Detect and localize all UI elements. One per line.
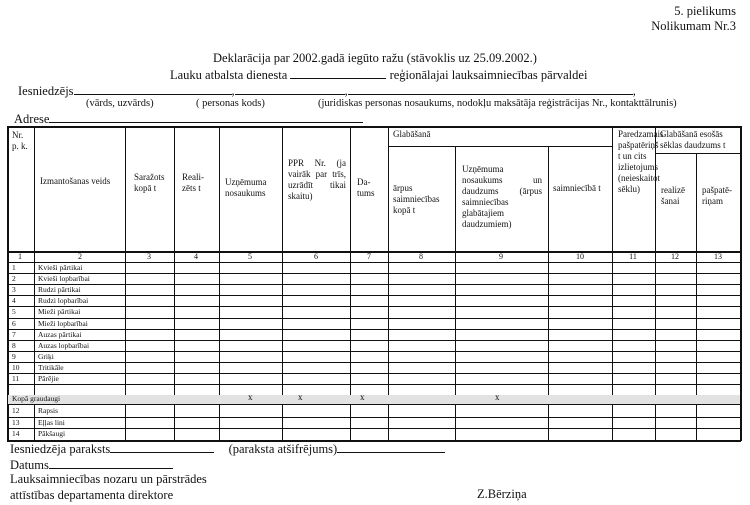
code-hint: ( personas kods)	[196, 98, 265, 109]
header-seed: Glabāšanā esošās sēklas daudzums t	[660, 129, 726, 150]
address-row	[14, 111, 363, 127]
column-number: 6	[314, 252, 318, 261]
column-number: 4	[194, 252, 198, 261]
row-number: 13	[12, 417, 20, 427]
submitter-row: Iesniedzējs , , ,	[18, 84, 636, 98]
header-on-farm: saimniecībā t	[553, 183, 601, 193]
column-number: 3	[147, 252, 151, 261]
row-number: 5	[12, 307, 16, 317]
header-nr: Nr. p. k.	[12, 130, 28, 151]
crop-name: Rudzi lopbarībai	[38, 296, 89, 306]
column-number: 7	[367, 252, 371, 261]
director-name: Z.Bērziņa	[477, 487, 527, 501]
total-row-shade	[8, 395, 740, 404]
row-number: 4	[12, 296, 16, 306]
row-number: 11	[12, 374, 20, 383]
date-blank[interactable]	[49, 457, 173, 469]
crop-name: Mieži pārtikai	[38, 307, 81, 317]
row-number: 9	[12, 351, 16, 361]
header-ppr: PPR Nr. (ja vairāk par trīs, uzrādīt tikai skaitu)	[288, 158, 346, 201]
column-number: 12	[671, 252, 679, 261]
column-number: 13	[714, 252, 722, 261]
not-applicable-mark: x	[298, 392, 303, 402]
service-label: Lauku atbalsta dienesta	[170, 68, 288, 82]
not-applicable-mark: x	[495, 392, 500, 402]
column-number: 2	[78, 252, 82, 261]
not-applicable-mark: x	[248, 392, 253, 402]
header-own-use: Paredzamais pašpatēriņš t un cits izlietojums (neieskaitot sēklu)	[618, 129, 664, 194]
signature-blank[interactable]	[110, 441, 214, 453]
crop-name: Rudzi pārtikai	[38, 285, 81, 295]
address-label: Adrese	[14, 112, 50, 126]
crop-name: Auzas lopbarībai	[38, 340, 90, 350]
name-hint: (vārds, uzvārds)	[86, 98, 154, 109]
title-line2	[170, 67, 587, 83]
declaration-title: Deklarācija par 2002.gadā iegūto ražu (stāvoklis uz 25.09.2002.)	[213, 51, 537, 65]
date-row	[10, 457, 173, 473]
address-blank[interactable]	[49, 111, 363, 123]
name-blank[interactable]	[74, 83, 232, 95]
crop-name: Kvieši pārtikai	[38, 263, 83, 272]
row-number: 10	[12, 362, 20, 372]
crop-name: Pārējie	[38, 374, 59, 383]
submitter-label: Iesniedzējs	[18, 84, 74, 98]
appendix-label: 5. pielikums	[674, 4, 736, 18]
column-number: 5	[248, 252, 252, 261]
column-number: 9	[499, 252, 503, 261]
row-number: 6	[12, 318, 16, 328]
date-label: Datums	[10, 458, 49, 472]
crop-name: Pākšaugi	[38, 429, 66, 439]
crop-name: Griķi	[38, 351, 54, 361]
row-number: 3	[12, 285, 16, 295]
header-outside-total: ārpus saimniecības kopā t	[393, 183, 440, 215]
header-produced: Saražots kopā t	[134, 172, 165, 193]
director-title-1: Lauksaimniecības nozaru un pārstrādes	[10, 472, 207, 486]
signature-row	[10, 441, 445, 457]
signature-hint: (paraksta atšifrējums)	[228, 442, 338, 456]
row-number: 8	[12, 340, 16, 350]
crop-name: Auzas pārtikai	[38, 329, 82, 339]
not-applicable-mark: x	[360, 392, 365, 402]
header-seed-sale: realizē šanai	[661, 185, 685, 206]
header-seed-own: pašpatē-riņam	[702, 185, 732, 206]
header-company: Uzņēmuma nosaukums	[225, 177, 267, 198]
header-storage: Glabāšanā	[393, 129, 431, 139]
service-blank[interactable]	[290, 67, 386, 79]
code-blank[interactable]	[235, 83, 345, 95]
column-number: 10	[576, 252, 584, 261]
column-number: 11	[629, 252, 637, 261]
header-sold: Reali-zēts t	[182, 172, 204, 193]
crop-name: Tritikāle	[38, 362, 64, 372]
legal-blank[interactable]	[348, 83, 633, 95]
total-row-label: Kopā graudaugi	[12, 394, 61, 403]
row-number: 2	[12, 274, 16, 284]
row-number: 7	[12, 329, 16, 339]
crop-name: Eļļas lini	[38, 417, 65, 427]
crop-name: Mieži lopbarībai	[38, 318, 88, 328]
signature-label: Iesniedzēja paraksts	[10, 442, 111, 456]
row-number: 12	[12, 406, 20, 415]
regulation-label: Nolikumam Nr.3	[651, 19, 736, 33]
column-number: 8	[419, 252, 423, 261]
row-number: 1	[12, 263, 16, 272]
header-usage: Izmantošanas veids	[40, 176, 111, 186]
header-date: Da-tums	[357, 177, 375, 198]
column-number: 1	[18, 252, 22, 261]
director-title-2: attīstības departamenta direktore	[10, 488, 174, 502]
crop-name: Rapsis	[38, 406, 59, 415]
header-storage-company: Uzņēmuma nosaukums un daudzums (ārpus saimniecības glabātajiem daudzumiem)	[462, 164, 542, 229]
signature-decode-blank[interactable]	[337, 441, 445, 453]
crop-name: Kvieši lopbarībai	[38, 274, 90, 284]
row-number: 14	[12, 429, 20, 439]
legal-hint: (juridiskas personas nosaukums, nodokļu maksātāja reģistrācijas Nr., kontakttālrunis)	[318, 98, 677, 109]
regional-office-label: reģionālajai lauksaimniecības pārvaldei	[389, 68, 588, 82]
